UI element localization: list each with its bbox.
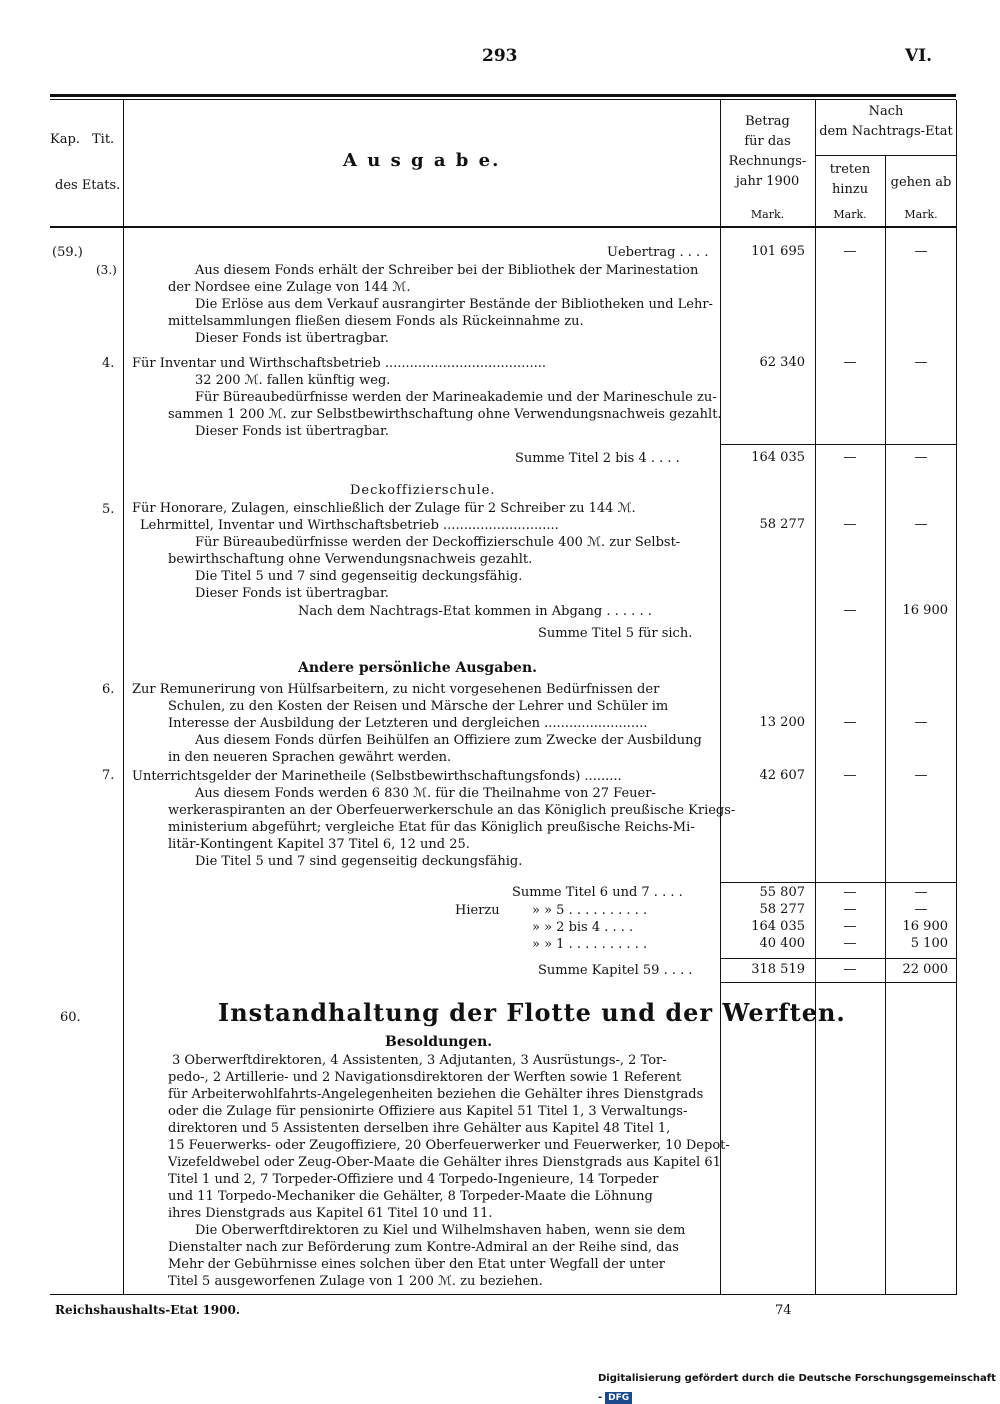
text-line: Unterrichtsgelder der Marinetheile (Selbstbewirthschaftungsfonds) ......... [132, 769, 622, 784]
vline-right [956, 100, 957, 1295]
text-line: Aus diesem Fonds erhält der Schreiber bei der Bibliothek der Marinestation [195, 263, 699, 278]
dash: — [843, 715, 857, 730]
footer-left: Reichshaushalts-Etat 1900. [55, 1303, 241, 1317]
gehen-amount: 5 100 [910, 936, 948, 951]
dash: — [914, 902, 928, 917]
dash: — [843, 936, 857, 951]
uebertrag: Uebertrag . . . . [607, 245, 709, 260]
dash: — [843, 919, 857, 934]
digitization-text: Digitalisierung gefördert durch die Deutsche Forschungsgemeinschaft - [598, 1373, 996, 1403]
text-line: Dienstalter nach zur Beförderung zum Kontre-Admiral an der Reihe sind, das [168, 1240, 679, 1255]
gehen-amount: 22 000 [902, 962, 948, 977]
betrag-amount: 101 695 [751, 244, 805, 259]
text-line: Lehrmittel, Inventar und Wirthschaftsbetrieb ............................ [140, 518, 559, 533]
text-line: Die Titel 5 und 7 sind gegenseitig deckungsfähig. [195, 854, 523, 869]
dash: — [843, 517, 857, 532]
digitization-notice [598, 1366, 1000, 1404]
vline-betrag [720, 100, 721, 1295]
betrag-amount: 164 035 [751, 450, 805, 465]
tit-7: 7. [102, 768, 115, 783]
dash: — [914, 450, 928, 465]
gehen-amount: 16 900 [902, 603, 948, 618]
text-line: Aus diesem Fonds werden 6 830 ℳ. für die Theilnahme von 27 Feuer- [195, 786, 656, 801]
betrag-amount: 62 340 [759, 355, 805, 370]
dash: — [914, 244, 928, 259]
dash: — [843, 768, 857, 783]
sum-rule [720, 958, 956, 959]
text-line: Aus diesem Fonds dürfen Beihülfen an Offiziere zum Zwecke der Ausbildung [195, 733, 702, 748]
text-line: pedo-, 2 Artillerie- und 2 Navigationsdirektoren der Werften sowie 1 Referent [168, 1070, 682, 1085]
dash: — [914, 517, 928, 532]
text-line: ministerium abgeführt; vergleiche Etat für das Königlich preußische Reichs-Mi- [168, 820, 695, 835]
text-line: Zur Remunerirung von Hülfsarbeitern, zu nicht vorgesehenen Bedürfnissen der [132, 682, 660, 697]
dash: — [843, 603, 857, 618]
top-rule [50, 94, 956, 97]
tit-5: 5. [102, 502, 115, 517]
summe-5: Summe Titel 5 für sich. [538, 626, 693, 641]
col-gehen-unit: Mark. [904, 208, 938, 221]
bottom-rule [50, 1294, 956, 1295]
betrag-amount: 13 200 [759, 715, 805, 730]
col-gehen: gehen ab [890, 175, 952, 190]
betrag-amount: 42 607 [759, 768, 805, 783]
col-betrag: Betrag für das Rechnungs- jahr 1900 [728, 114, 807, 189]
text-line: direktoren und 5 Assistenten derselben ihre Gehälter aus Kapitel 48 Titel 1, [168, 1121, 671, 1136]
text-line: Für Büreaubedürfnisse werden der Marineakademie und der Marineschule zu- [195, 390, 717, 405]
col-treten: treten hinzu [829, 162, 871, 197]
kap-60: 60. [60, 1010, 81, 1025]
summe-2-4: Summe Titel 2 bis 4 . . . . [515, 451, 680, 466]
andere-ausgaben-heading: Andere persönliche Ausgaben. [298, 660, 538, 676]
dash: — [914, 885, 928, 900]
header-bottom-rule [50, 226, 956, 228]
dash: — [914, 715, 928, 730]
text-line: Dieser Fonds ist übertragbar. [195, 331, 389, 346]
top-rule-thin [50, 99, 956, 100]
text-line: litär-Kontingent Kapitel 37 Titel 6, 12 und 25. [168, 837, 470, 852]
sum-rule [720, 982, 956, 983]
text-line: und 11 Torpedo-Mechaniker die Gehälter, 8 Torpeder-Maate die Löhnung [168, 1189, 653, 1204]
nach-rule [815, 155, 957, 156]
col-ausgabe: A u s g a b e. [343, 150, 501, 171]
text-line: Für Büreaubedürfnisse werden der Deckoffizierschule 400 ℳ. zur Selbst- [195, 535, 681, 550]
betrag-amount: 40 400 [759, 936, 805, 951]
summe-kapitel-59: Summe Kapitel 59 . . . . [538, 963, 693, 978]
betrag-amount: 55 807 [759, 885, 805, 900]
kapitel-60-title: Instandhaltung der Flotte und der Werften. [218, 998, 846, 1027]
dash: — [843, 244, 857, 259]
text-line: mittelsammlungen fließen diesem Fonds als Rückeinnahme zu. [168, 314, 584, 329]
sum-rule [720, 882, 956, 883]
kap-59: (59.) [52, 245, 83, 260]
dash: — [914, 355, 928, 370]
vline-nach [815, 100, 816, 1295]
col-nach: Nach dem Nachtrags-Etat [819, 104, 953, 139]
besoldungen-heading: Besoldungen. [385, 1034, 493, 1050]
dfg-logo: DFG [605, 1392, 632, 1404]
hierzu-5: » » 5 . . . . . . . . . . [532, 903, 648, 918]
text-line: Schulen, zu den Kosten der Reisen und Märsche der Lehrer und Schüler im [168, 699, 669, 714]
text-line: bewirthschaftung ohne Verwendungsnachweis gezahlt. [168, 552, 533, 567]
text-line: sammen 1 200 ℳ. zur Selbstbewirthschaftung ohne Verwendungsnachweis gezahlt. [168, 407, 722, 422]
hierzu-label: Hierzu [455, 903, 500, 918]
deckoffizierschule-heading: Deckoffizierschule. [350, 483, 496, 498]
text-line: Für Inventar und Wirthschaftsbetrieb ....................................... [132, 356, 546, 371]
text-line: Die Erlöse aus dem Verkauf ausrangirter Bestände der Bibliotheken und Lehr- [195, 297, 713, 312]
dash: — [843, 902, 857, 917]
text-line: Für Honorare, Zulagen, einschließlich der Zulage für 2 Schreiber zu 144 ℳ. [132, 501, 636, 516]
col-des-etats: des Etats. [55, 178, 121, 193]
text-line: Dieser Fonds ist übertragbar. [195, 424, 389, 439]
text-line: Nach dem Nachtrags-Etat kommen in Abgang . . . . . . [298, 604, 652, 619]
gehen-amount: 16 900 [902, 919, 948, 934]
dash: — [843, 885, 857, 900]
dash: — [914, 768, 928, 783]
hierzu-1: » » 1 . . . . . . . . . . [532, 937, 648, 952]
betrag-amount: 58 277 [759, 902, 805, 917]
betrag-amount: 58 277 [759, 517, 805, 532]
text-line: 32 200 ℳ. fallen künftig weg. [195, 373, 391, 388]
text-line: der Nordsee eine Zulage von 144 ℳ. [168, 280, 411, 295]
tit-4: 4. [102, 356, 115, 371]
text-line: für Arbeiterwohlfahrts-Angelegenheiten beziehen die Gehälter ihres Dienstgrads [168, 1087, 704, 1102]
text-line: Die Oberwerftdirektoren zu Kiel und Wilhelmshaven haben, wenn sie dem [195, 1223, 686, 1238]
betrag-amount: 318 519 [751, 962, 805, 977]
text-line: Dieser Fonds ist übertragbar. [195, 586, 389, 601]
dash: — [843, 450, 857, 465]
text-line: in den neueren Sprachen gewährt werden. [168, 750, 452, 765]
col-betrag-unit: Mark. [750, 208, 785, 221]
text-line: Mehr der Gebührnisse eines solchen über den Etat unter Wegfall der unter [168, 1257, 666, 1272]
text-line: 3 Oberwerftdirektoren, 4 Assistenten, 3 Adjutanten, 3 Ausrüstungs-, 2 Tor- [172, 1053, 667, 1068]
text-line: Vizefeldwebel oder Zeug-Ober-Maate die Gehälter ihres Dienstgrads aus Kapitel 61 [168, 1155, 721, 1170]
text-line: Die Titel 5 und 7 sind gegenseitig deckungsfähig. [195, 569, 523, 584]
summe-6-7: Summe Titel 6 und 7 . . . . [512, 885, 683, 900]
dash: — [843, 355, 857, 370]
tit-6: 6. [102, 682, 115, 697]
text-line: ihres Dienstgrads aus Kapitel 61 Titel 10 und 11. [168, 1206, 493, 1221]
page-number: 293 [482, 46, 518, 66]
col-treten-unit: Mark. [833, 208, 867, 221]
text-line: oder die Zulage für pensionirte Offiziere aus Kapitel 51 Titel 1, 3 Verwaltungs- [168, 1104, 688, 1119]
vline-kt [123, 100, 124, 1295]
section-number: VI. [905, 46, 933, 66]
sum-rule [720, 444, 956, 445]
footer-page: 74 [775, 1303, 792, 1318]
col-tit: Tit. [92, 132, 115, 147]
betrag-amount: 164 035 [751, 919, 805, 934]
text-line: Titel 1 und 2, 7 Torpeder-Offiziere und 4 Torpedo-Ingenieure, 14 Torpeder [168, 1172, 659, 1187]
text-line: Interesse der Ausbildung der Letzteren und dergleichen ......................... [168, 716, 648, 731]
text-line: werkeraspiranten an der Oberfeuerwerkerschule an das Königlich preußische Kriegs- [168, 803, 736, 818]
tit-3: (3.) [96, 263, 117, 277]
text-line: Titel 5 ausgeworfenen Zulage von 1 200 ℳ. zu beziehen. [168, 1274, 543, 1289]
dash: — [843, 962, 857, 977]
hierzu-2-4: » » 2 bis 4 . . . . [532, 920, 634, 935]
col-kap: Kap. [50, 132, 80, 147]
text-line: 15 Feuerwerks- oder Zeugoffiziere, 20 Oberfeuerwerker und Feuerwerker, 10 Depot- [168, 1138, 730, 1153]
